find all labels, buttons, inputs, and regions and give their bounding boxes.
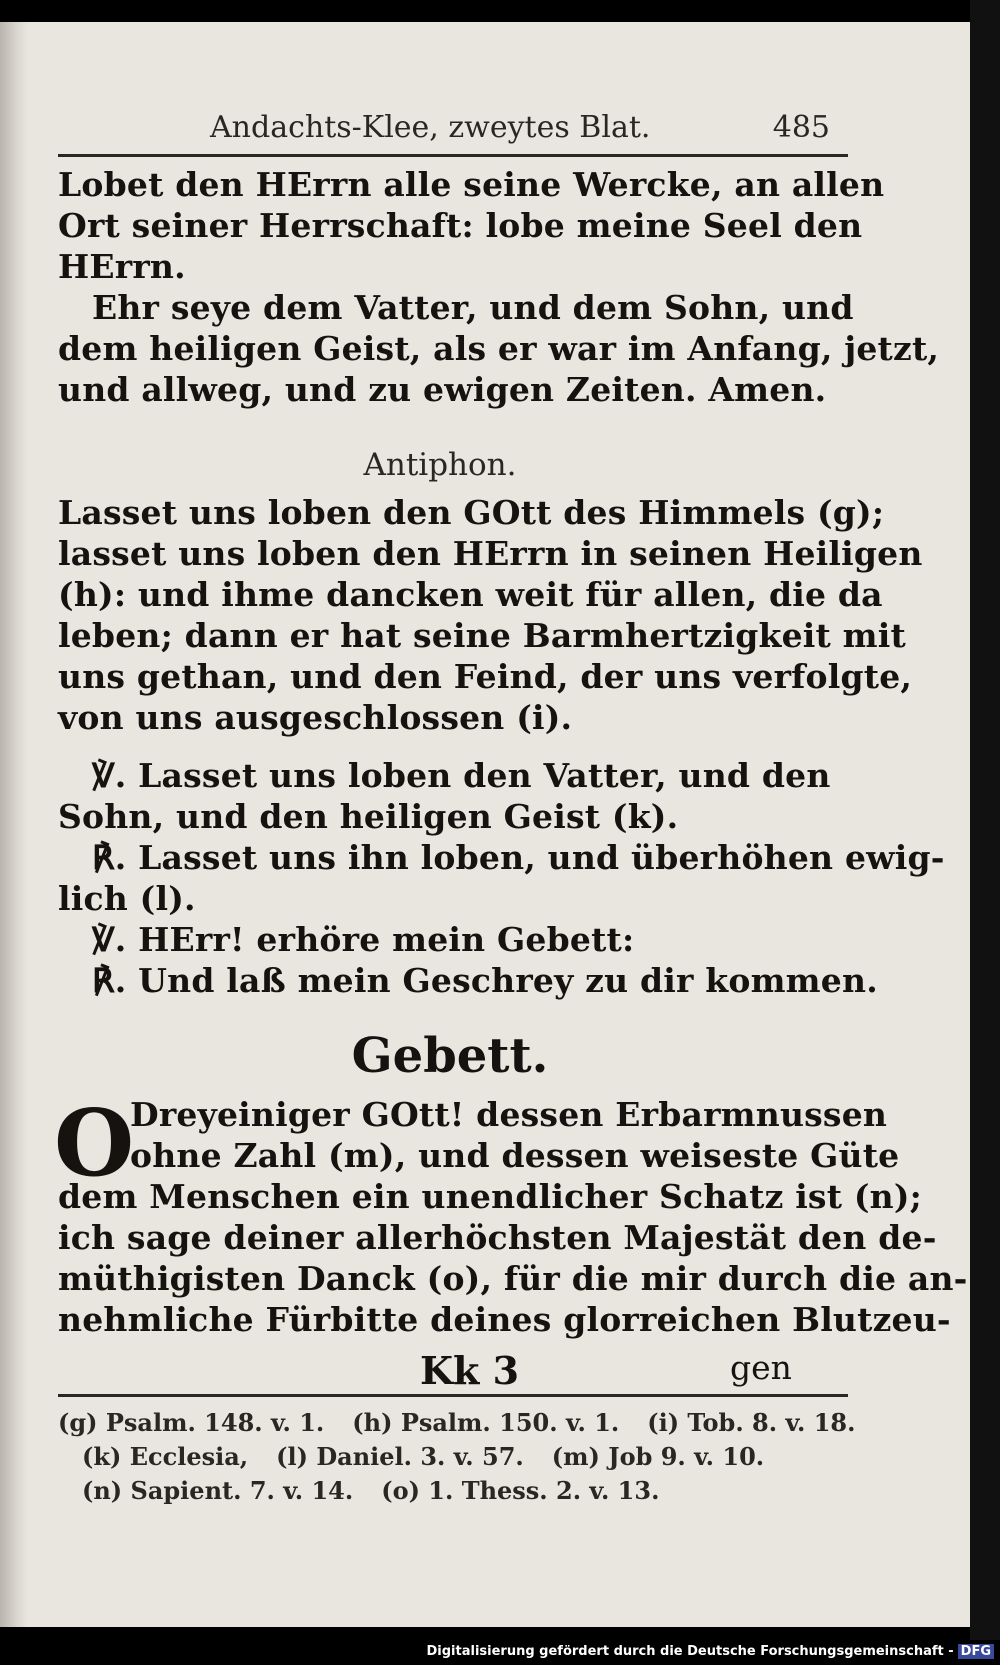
footnote-o: (o) 1. Thess. 2. v. 13. xyxy=(381,1476,660,1505)
text-line: und allweg, und zu ewigen Zeiten. Amen. xyxy=(58,370,827,409)
text-line: nehmliche Fürbitte deines glorreichen Blutzeu- xyxy=(58,1300,951,1339)
text-line: lasset uns loben den HErrn in seinen Heiligen xyxy=(58,534,923,573)
versicle-line: ℣. Lasset uns loben den Vatter, und den xyxy=(92,756,831,795)
text-line: HErrn. xyxy=(58,247,186,286)
footnote-m: (m) Job 9. v. 10. xyxy=(551,1442,765,1471)
antiphon-heading: Antiphon. xyxy=(363,447,517,483)
text-line: ohne Zahl (m), und dessen weiseste Güte xyxy=(130,1136,900,1175)
footnotes xyxy=(58,1406,856,1508)
text-line: Lasset uns loben den GOtt des Himmels (g); xyxy=(58,493,885,532)
footnote-h: (h) Psalm. 150. v. 1. xyxy=(352,1408,620,1437)
text-line: leben; dann er hat seine Barmhertzigkeit mit xyxy=(58,616,906,655)
text-line: Ehr seye dem Vatter, und dem Sohn, und xyxy=(92,288,854,327)
paragraph-antiphon xyxy=(58,492,923,738)
footnote-l: (l) Daniel. 3. v. 57. xyxy=(276,1442,524,1471)
footnote-k: (k) Ecclesia, xyxy=(82,1442,249,1471)
paragraph-gloria xyxy=(58,287,940,410)
response-line: lich (l). xyxy=(58,879,196,918)
text-line: ich sage deiner allerhöchsten Majestät den de- xyxy=(58,1218,937,1257)
footnote-row xyxy=(58,1440,848,1474)
prayer-paragraph xyxy=(58,1094,968,1340)
header-rule xyxy=(58,154,848,157)
text-line: Lobet den HErrn alle seine Wercke, an allen xyxy=(58,165,885,204)
drop-cap-initial: O xyxy=(54,1089,135,1197)
versicle-line: Sohn, und den heiligen Geist (k). xyxy=(58,797,679,836)
response-line: ℟. Und laß mein Geschrey zu dir kommen. xyxy=(92,961,878,1000)
digitization-credit xyxy=(427,1644,995,1659)
catchword: gen xyxy=(730,1348,792,1387)
footnote-i: (i) Tob. 8. v. 18. xyxy=(647,1408,856,1437)
text-line: müthigisten Danck (o), für die mir durch die an- xyxy=(58,1259,968,1298)
header-title: Andachts-Klee, zweytes Blat. xyxy=(210,110,651,145)
paragraph-lobet xyxy=(58,164,885,287)
text-line: (h): und ihme dancken weit für allen, die da xyxy=(58,575,883,614)
response-line: ℟. Lasset uns ihn loben, und überhöhen ewig- xyxy=(92,838,945,877)
versicle-line: ℣. HErr! erhöre mein Gebett: xyxy=(92,920,635,959)
running-header xyxy=(210,110,830,145)
text-line: von uns ausgeschlossen (i). xyxy=(58,698,573,737)
footnote-n: (n) Sapient. 7. v. 14. xyxy=(82,1476,354,1505)
footnote-g: (g) Psalm. 148. v. 1. xyxy=(58,1408,325,1437)
text-line: uns gethan, und den Feind, der uns verfolgte, xyxy=(58,657,913,696)
signature-mark: Kk 3 xyxy=(420,1348,520,1393)
footnote-row xyxy=(58,1406,856,1440)
gebett-heading: Gebett. xyxy=(351,1028,549,1084)
text-line: dem Menschen ein unendlicher Schatz ist (n); xyxy=(58,1177,923,1216)
page-gutter xyxy=(0,22,28,1627)
footnote-row xyxy=(58,1474,848,1508)
scan-border xyxy=(970,0,1000,1640)
dfg-logo: DFG xyxy=(958,1644,994,1659)
book-page xyxy=(0,22,970,1627)
page-number: 485 xyxy=(772,110,830,145)
text-line: Dreyeiniger GOtt! dessen Erbarmnussen xyxy=(130,1095,888,1134)
text-line: dem heiligen Geist, als er war im Anfang, jetzt, xyxy=(58,329,940,368)
footnote-rule xyxy=(58,1394,848,1397)
text-line: Ort seiner Herrschaft: lobe meine Seel den xyxy=(58,206,863,245)
versicles-block xyxy=(58,755,945,1001)
credit-text: Digitalisierung gefördert durch die Deutsche Forschungsgemeinschaft - xyxy=(426,1644,954,1659)
